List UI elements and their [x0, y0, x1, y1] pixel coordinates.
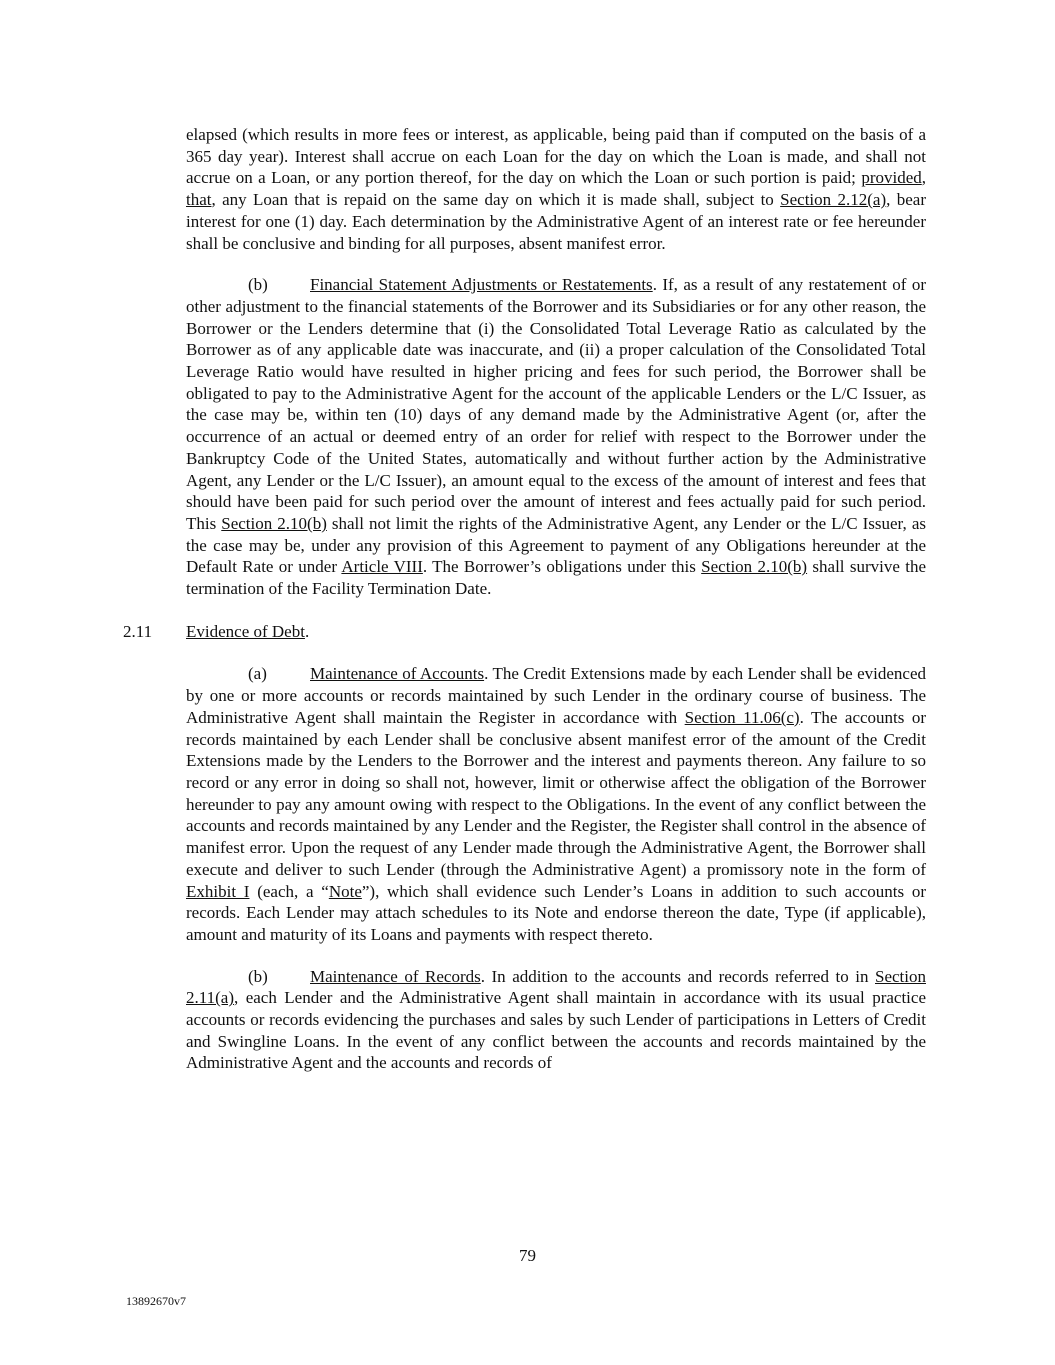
that-term: that	[186, 190, 212, 210]
section-heading-evidence-of-debt: 2.11 Evidence of Debt.	[123, 621, 310, 641]
subsection-title: Maintenance of Accounts	[310, 664, 485, 684]
section-reference: Section 2.12(a)	[780, 190, 887, 210]
exhibit-reference: Exhibit I	[186, 881, 250, 901]
document-body	[123, 124, 927, 1074]
document-id: 13892670v7	[126, 1294, 186, 1308]
section-reference: Section 2.11(a)	[186, 966, 926, 1008]
section-reference: Section 2.10(b)	[221, 513, 327, 533]
paragraph-financial-adjustments: (b) Financial Statement Adjustments or Restatements. If, as a result of any restatement of or other adjustment to the financial statements of the Borrower and its Subsidiaries or for any other reason, the Borrower or the Lenders determine that (i) the Consolidated Total Leverage Ratio as calculated by the Borrower as of any applicable date was inaccurate, and (ii) a proper calculation of the Consolidated Total Leverage Ratio would have resulted in higher pricing and fees for such period, the Borrower shall be obligated to pay to the Administrative Agent for the account of the applicable Lenders or the L/C Issuer, as the case may be, within ten (10) days of any demand made by the Administrative Agent (or, after the occurrence of an actual or deemed entry of an order for relief with respect to the Borrower under the Bankruptcy Code of the United States, automatically and without further action by the Administrative Agent, any Lender or the L/C Issuer), an amount equal to the excess of the amount of interest and fees that should have been paid for such period over the amount of interest and fees actually paid for such period. This Section 2.10(b) shall not limit the rights of the Administrative Agent, any Lender or the L/C Issuer, as the case may be, under any provision of this Agreement to payment of any Obligations hereunder at the Default Rate or under Article VIII. The Borrower’s obligations under this Section 2.10(b) shall survive the termination of the Facility Termination Date.	[186, 275, 926, 599]
subsection-marker: (b)	[248, 275, 268, 295]
section-reference: Section 2.10(b)	[701, 557, 808, 577]
provided-term: provided	[861, 168, 922, 188]
subsection-marker: (b)	[248, 966, 268, 986]
section-reference: Section 11.06(c)	[684, 707, 800, 727]
subsection-title: Financial Statement Adjustments or Restatements	[310, 275, 653, 295]
page-number: 79	[519, 1246, 536, 1265]
section-title: Evidence of Debt	[186, 621, 305, 641]
article-reference: Article VIII	[341, 557, 423, 577]
defined-term: Note	[328, 881, 362, 901]
section-number: 2.11	[123, 621, 153, 641]
subsection-title: Maintenance of Records	[310, 966, 481, 986]
subsection-marker: (a)	[248, 664, 267, 684]
paragraph-maintenance-of-accounts: (a) Maintenance of Accounts. The Credit Extensions made by each Lender shall be evidenced by one or more accounts or records maintained by such Lender in the ordinary course of business. The Administrative Agent shall maintain the Register in accordance with Section 11.06(c). The accounts or records maintained by each Lender shall be conclusive absent manifest error of the amount of the Credit Extensions made by the Lenders to the Borrower and the interest and payments thereon. Any failure to so record or any error in doing so shall not, however, limit or otherwise affect the obligation of the Borrower hereunder to pay any amount owing with respect to the Obligations. In the event of any conflict between the accounts and records maintained by any Lender and the Register, the Register shall control in the absence of manifest error. Upon the request of any Lender made through the Administrative Agent, the Borrower shall execute and deliver to such Lender (through the Administrative Agent) a promissory note in the form of Exhibit I (each, a “Note”), which shall evidence such Lender’s Loans in addition to such accounts or records. Each Lender may attach schedules to its Note and endorse thereon the date, Type (if applicable), amount and maturity of its Loans and payments with respect thereto.	[186, 664, 927, 944]
paragraph-interest-computation: elapsed (which results in more fees or interest, as applicable, being paid than if computed on the basis of a 365 day year). Interest shall accrue on each Loan for the day on which the Loan is made, and shall not accrue on a Loan, or any portion thereof, for the day on which the Loan or such portion is paid; provided, that, any Loan that is repaid on the same day on which it is made shall, subject to Section 2.12(a), bear interest for one (1) day. Each determination by the Administrative Agent of an interest rate or fee hereunder shall be conclusive and binding for all purposes, absent manifest error.	[186, 125, 927, 253]
paragraph-maintenance-of-records: (b) Maintenance of Records. In addition to the accounts and records referred to in Section 2.11(a), each Lender and the Administrative Agent shall maintain in accordance with its usual practice accounts or records evidencing the purchases and sales by such Lender of participations in Letters of Credit and Swingline Loans. In the event of any conflict between the accounts and records maintained by the Administrative Agent and the accounts and records of	[186, 966, 926, 1073]
